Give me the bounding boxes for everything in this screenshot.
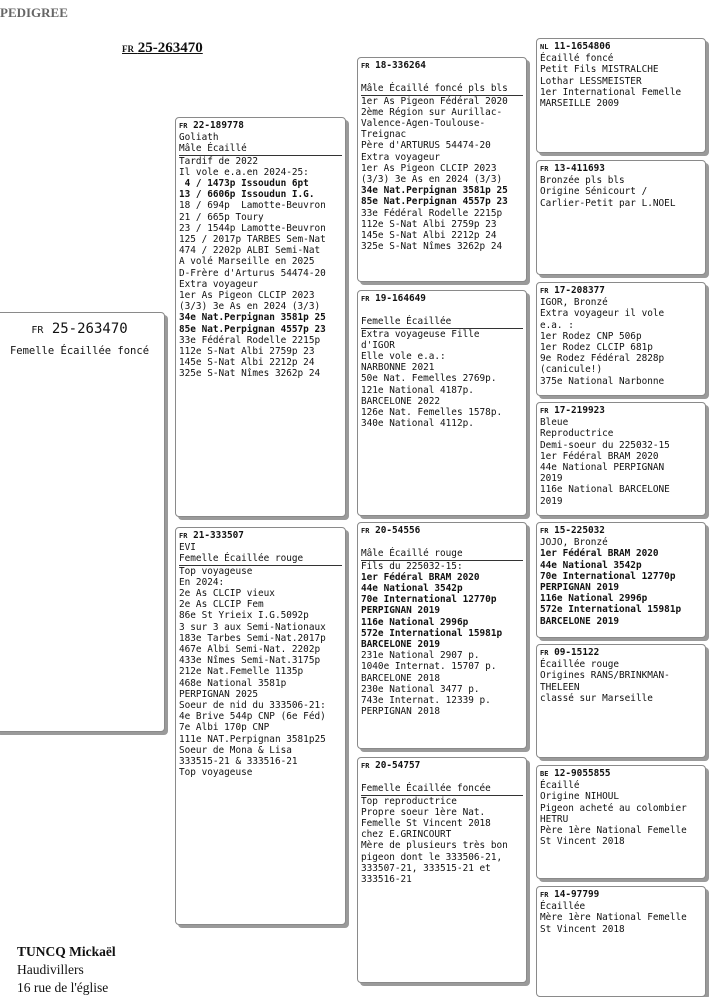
card-text-line: Extra voyageur <box>361 151 441 163</box>
card-text-line: 572e International 15981p <box>361 627 503 639</box>
card-text-line: 44e National 3542p <box>540 559 642 571</box>
dam-dam-dam-card <box>536 886 706 997</box>
card-text-line: 467e Albi Semi-Nat. 2202p <box>179 644 321 656</box>
card-text-line: Extra voyageuse Fille <box>361 328 480 340</box>
card-text-line: Reproductrice <box>540 428 614 440</box>
owner-block <box>17 943 116 997</box>
subject-ring-prefix: FR <box>31 325 44 336</box>
owner-city: Haudivillers <box>17 962 84 977</box>
card-text-line: Mère 1ère National Femelle <box>540 912 687 924</box>
card-text-line: Écaillé foncé <box>540 53 614 65</box>
card-text-line: 1040e Internat. 15707 p. <box>361 661 497 673</box>
card-text-line: Top reproductrice <box>361 795 457 807</box>
main-ring-prefix: FR <box>122 44 134 54</box>
card-text-line: 44e National PERPIGNAN <box>540 462 665 474</box>
card-text-line: 21 / 665p Toury <box>179 211 264 223</box>
card-text-line: 325e S-Nat Nîmes 3262p 24 <box>361 241 503 253</box>
ring-prefix: FR <box>179 122 188 130</box>
ring-prefix: FR <box>361 295 370 303</box>
card-text-line: 230e National 3477 p. <box>361 683 480 695</box>
card-text-line: Mère de plusieurs très bon <box>361 840 508 852</box>
card-text-line: IGOR, Bronzé <box>540 297 608 309</box>
card-text-line: 116e National BARCELONE <box>540 484 670 496</box>
card-text-line: BARCELONE 2022 <box>361 395 441 407</box>
card-text-line: 743e Internat. 12339 p. <box>361 695 491 707</box>
ring-value: 17-208377 <box>554 285 605 296</box>
dam-dam-sire-card <box>536 765 706 879</box>
dam-sire-card <box>357 522 527 749</box>
card-text-line <box>361 305 523 316</box>
subject-ring <box>0 321 164 337</box>
card-text-line: Père 1ère National Femelle <box>540 825 687 837</box>
card-text-line: D-Frère d'Arturus 54474-20 <box>179 267 326 279</box>
card-text-line: 85e Nat.Perpignan 4557p 23 <box>361 196 508 208</box>
ring-number <box>540 768 702 780</box>
card-text-line: NARBONNE 2021 <box>361 362 435 374</box>
ring-prefix: FR <box>540 527 549 535</box>
ring-number <box>179 530 342 542</box>
ring-value: 15-225032 <box>554 525 605 536</box>
ring-value: 20-54556 <box>375 525 421 536</box>
card-text-line: 111e NAT.Perpignan 3581p25 <box>179 733 326 745</box>
dam-card <box>175 527 346 925</box>
card-text-line: Mâle Écaillé rouge <box>361 548 523 560</box>
card-text-line: 70e International 12770p <box>361 594 497 606</box>
card-text-line: 9e Rodez Fédéral 2828p <box>540 353 665 365</box>
subject-ring-number: 25-263470 <box>51 321 128 337</box>
ring-value: 21-333507 <box>193 530 244 541</box>
card-text-line: Goliath <box>179 132 219 144</box>
card-text-line: Il vole e.a.en 2024-25: <box>179 166 309 178</box>
card-text-line: 1er Fédéral BRAM 2020 <box>361 571 480 583</box>
ring-prefix: FR <box>540 165 549 173</box>
card-text-line: 33e Fédéral Rodelle 2215p <box>361 207 503 219</box>
page-header: PEDIGREE <box>0 5 68 20</box>
card-text-line: Femelle Écaillée <box>361 316 523 328</box>
ring-value: 19-164649 <box>375 293 426 304</box>
ring-value: 13-411693 <box>554 163 605 174</box>
card-text-line: 50e Nat. Femelles 2769p. <box>361 373 497 385</box>
ring-prefix: FR <box>361 62 370 70</box>
sire-dam-card <box>357 290 527 516</box>
card-text-line: 125 / 2017p TARBES Sem-Nat <box>179 234 326 246</box>
ring-number <box>540 525 702 537</box>
card-text-line: 85e Nat.Perpignan 4557p 23 <box>179 323 326 335</box>
ring-value: 20-54757 <box>375 760 421 771</box>
card-text-line: 183e Tarbes Semi-Nat.2017p <box>179 632 326 644</box>
card-text-line: 4e Brive 544p CNP (6e Féd) <box>179 711 326 723</box>
ring-number <box>361 760 523 772</box>
card-text-line: Fils du 225032-15: <box>361 560 463 572</box>
card-text-line: Top voyageuse <box>179 767 253 779</box>
ring-number <box>179 120 342 132</box>
card-text-line: e.a. : <box>540 319 574 331</box>
card-text-line: Extra voyageur il vole <box>540 308 665 320</box>
subject-description: Femelle Écaillée foncé <box>9 345 150 357</box>
card-text-line: 572e International 15981p <box>540 604 682 616</box>
card-text-line: MARSEILLE 2009 <box>540 98 620 110</box>
card-text-line: 2019 <box>540 495 563 507</box>
card-text-line: 33e Fédéral Rodelle 2215p <box>179 334 321 346</box>
card-text-line: 121e National 4187p. <box>361 384 474 396</box>
owner-address: 16 rue de l'église <box>17 980 109 995</box>
card-text-line: 433e Nîmes Semi-Nat.3175p <box>179 655 321 667</box>
card-text-line: 1er International Femelle <box>540 86 682 98</box>
card-text-line: PERPIGNAN 2025 <box>179 688 259 700</box>
ring-prefix: FR <box>179 532 188 540</box>
ring-prefix: NL <box>540 43 549 51</box>
card-text-line: Origine Sénicourt / <box>540 186 648 198</box>
card-text-line: PERPIGNAN 2019 <box>540 582 620 594</box>
ring-number <box>361 525 523 537</box>
card-text-line: Top voyageuse <box>179 565 253 577</box>
card-text-line: 1er Rodez CNP 506p <box>540 330 642 342</box>
card-text-line: 116e National 2996p <box>540 593 648 605</box>
card-text-line: 1er Fédéral BRAM 2020 <box>540 548 659 560</box>
card-text-line: 325e S-Nat Nîmes 3262p 24 <box>179 368 321 380</box>
card-text-line: (canicule!) <box>540 364 603 376</box>
card-text-line: 13 / 6606p Issoudun I.G. <box>179 189 315 201</box>
card-text-line: 2e As CLCIP vieux <box>179 588 275 600</box>
sire-sire-card <box>357 57 527 282</box>
card-text-line: 4 / 1473p Issoudun 6pt <box>179 178 309 190</box>
card-text-line: 2ème Région sur Aurillac- <box>361 106 503 118</box>
card-text-line: chez E.GRINCOURT <box>361 829 452 841</box>
card-text-line: pigeon dont le 333506-21, <box>361 851 503 863</box>
card-text-line: Écaillé <box>540 780 580 792</box>
dam-sire-sire-card <box>536 522 706 638</box>
card-text-line: En 2024: <box>179 576 225 588</box>
card-text-line: Elle vole e.a.: <box>361 351 446 362</box>
subject-card <box>0 312 165 732</box>
owner-name: TUNCQ Mickaël <box>17 944 116 959</box>
card-text-line: 212e Nat.Femelle 1135p <box>179 666 304 678</box>
ring-value: 18-336264 <box>375 60 426 71</box>
card-text-line: 70e International 12770p <box>540 570 676 582</box>
card-text-line: 44e National 3542p <box>361 583 463 594</box>
ring-prefix: FR <box>361 527 370 535</box>
main-ring-number <box>122 40 203 57</box>
card-text-line: Soeur de nid du 333506-21: <box>179 700 326 712</box>
main-ring-value: 25-263470 <box>137 40 203 56</box>
card-text-line: 86e St Yrieix I.G.5092p <box>179 610 309 622</box>
card-text-line: Pigeon acheté au colombier <box>540 802 687 814</box>
ring-number <box>540 41 702 53</box>
card-text-line: BARCELONE 2018 <box>361 672 441 684</box>
card-text-line: Écaillée <box>540 901 586 913</box>
ring-value: 14-97799 <box>554 889 600 900</box>
card-text-line: Femelle St Vincent 2018 <box>361 818 491 829</box>
card-text-line: Bronzée pls bls <box>540 175 625 187</box>
ring-prefix: FR <box>540 407 549 415</box>
card-text-line <box>361 772 523 783</box>
ring-value: 11-1654806 <box>554 41 611 52</box>
card-text-line: Extra voyageur <box>179 278 259 290</box>
card-text-line: Valence-Agen-Toulouse- <box>361 118 486 129</box>
ring-number <box>540 647 702 659</box>
card-text-line: 116e National 2996p <box>361 616 469 628</box>
sire-dam-dam-card <box>536 402 706 516</box>
dam-sire-dam-card <box>536 644 706 758</box>
ring-prefix: FR <box>361 762 370 770</box>
card-text-line: St Vincent 2018 <box>540 836 625 848</box>
card-text-line: 112e S-Nat Albi 2759p 23 <box>179 346 315 358</box>
sire-sire-sire-card <box>536 38 706 153</box>
card-text-line: 1er As Pigeon CLCIP 2023 <box>179 290 315 302</box>
ring-prefix: BE <box>540 770 549 778</box>
card-text-line: (3/3) 3e As en 2024 (3/3) <box>179 301 321 313</box>
card-text-line: PERPIGNAN 2019 <box>361 605 441 617</box>
card-text-line: Propre soeur 1ère Nat. <box>361 806 486 818</box>
card-text-line <box>361 72 523 83</box>
card-text-line: 1er Fédéral BRAM 2020 <box>540 450 659 462</box>
card-text-line: Tardif de 2022 <box>179 155 259 167</box>
card-text-line: A volé Marseille en 2025 <box>179 256 315 268</box>
card-text-line: Soeur de Mona & Lisa <box>179 744 292 756</box>
ring-value: 09-15122 <box>554 647 600 658</box>
card-text-line: classé sur Marseille <box>540 692 653 704</box>
card-text-line: BARCELONE 2019 <box>540 615 620 627</box>
card-text-line: 3 sur 3 aux Semi-Nationaux <box>179 621 326 633</box>
card-text-line: Origines RANS/BRINKMAN- <box>540 670 670 682</box>
ring-prefix: FR <box>540 649 549 657</box>
card-text-line: 126e Nat. Femelles 1578p. <box>361 407 503 419</box>
ring-number <box>540 889 702 901</box>
card-text-line: 375e National Narbonne <box>540 375 665 387</box>
card-text-line: 333507-21, 333515-21 et <box>361 862 491 874</box>
sire-dam-sire-card <box>536 282 706 396</box>
card-text-line: Lothar LESSMEISTER <box>540 75 642 87</box>
card-text-line: Origine NIHOUL <box>540 791 620 803</box>
ring-number <box>540 163 702 175</box>
card-text-line: (3/3) 3e As en 2024 (3/3) <box>361 174 503 186</box>
card-text-line: 145e S-Nat Albi 2212p 24 <box>361 230 497 242</box>
card-text-line: 1er Rodez CLCIP 681p <box>540 342 653 354</box>
sire-sire-dam-card <box>536 160 706 275</box>
card-text-line: 34e Nat.Perpignan 3581p 25 <box>179 312 326 324</box>
card-text-line: BARCELONE 2019 <box>361 639 441 651</box>
card-text-line: THELEEN <box>540 681 580 693</box>
card-text-line: Père d'ARTURUS 54474-20 <box>361 140 491 152</box>
card-text-line: 468e National 3581p <box>179 677 287 689</box>
card-text-line: Femelle Écaillée rouge <box>179 553 342 565</box>
card-text-line: Treignac <box>361 129 407 141</box>
ring-value: 17-219923 <box>554 405 605 416</box>
sire-card <box>175 117 346 517</box>
card-text-line: 7e Albi 170p CNP <box>179 722 270 734</box>
card-text-line: Mâle Écaillé foncé pls bls <box>361 83 523 95</box>
card-text-line: 333516-21 <box>361 874 412 886</box>
card-text-line <box>361 537 523 548</box>
ring-value: 22-189778 <box>193 120 244 131</box>
card-text-line: 34e Nat.Perpignan 3581p 25 <box>361 185 508 197</box>
card-text-line: 145e S-Nat Albi 2212p 24 <box>179 357 315 369</box>
card-text-line: 333515-21 & 333516-21 <box>179 756 298 768</box>
ring-prefix: FR <box>540 891 549 899</box>
card-text-line: 23 / 1544p Lamotte-Beuvron <box>179 222 326 234</box>
dam-dam-card <box>357 757 527 983</box>
card-text-line: Écaillée rouge <box>540 659 620 671</box>
ring-number <box>361 60 523 72</box>
card-text-line: 340e National 4112p. <box>361 418 474 430</box>
card-text-line: St Vincent 2018 <box>540 923 625 935</box>
card-text-line: Mâle Écaillé <box>179 143 342 155</box>
card-text-line: 2019 <box>540 473 563 485</box>
card-text-line: Carlier-Petit par L.NOEL <box>540 197 676 209</box>
card-text-line: Demi-soeur du 225032-15 <box>540 439 670 451</box>
card-text-line: d'IGOR <box>361 339 395 351</box>
ring-number <box>540 405 702 417</box>
card-text-line: 1er As Pigeon CLCIP 2023 <box>361 162 497 174</box>
card-text-line: JOJO, Bronzé <box>540 537 608 549</box>
card-text-line: 112e S-Nat Albi 2759p 23 <box>361 218 497 230</box>
card-text-line: 18 / 694p Lamotte-Beuvron <box>179 200 326 212</box>
card-text-line: PERPIGNAN 2018 <box>361 706 441 718</box>
card-text-line: EVI <box>179 542 196 554</box>
card-text-line: 1er As Pigeon Fédéral 2020 <box>361 95 508 107</box>
ring-number <box>361 293 523 305</box>
ring-prefix: FR <box>540 287 549 295</box>
card-text-line: Bleue <box>540 417 569 429</box>
card-text-line: 2e As CLCIP Fem <box>179 599 264 611</box>
ring-number <box>540 285 702 297</box>
card-text-line: Petit Fils MISTRALCHE <box>540 64 659 76</box>
card-text-line: Femelle Écaillée foncée <box>361 783 523 795</box>
card-text-line: HETRU <box>540 813 569 825</box>
card-text-line: 474 / 2202p ALBI Semi-Nat <box>179 245 321 257</box>
ring-value: 12-9055855 <box>554 768 611 779</box>
card-text-line: 231e National 2907 p. <box>361 650 480 662</box>
